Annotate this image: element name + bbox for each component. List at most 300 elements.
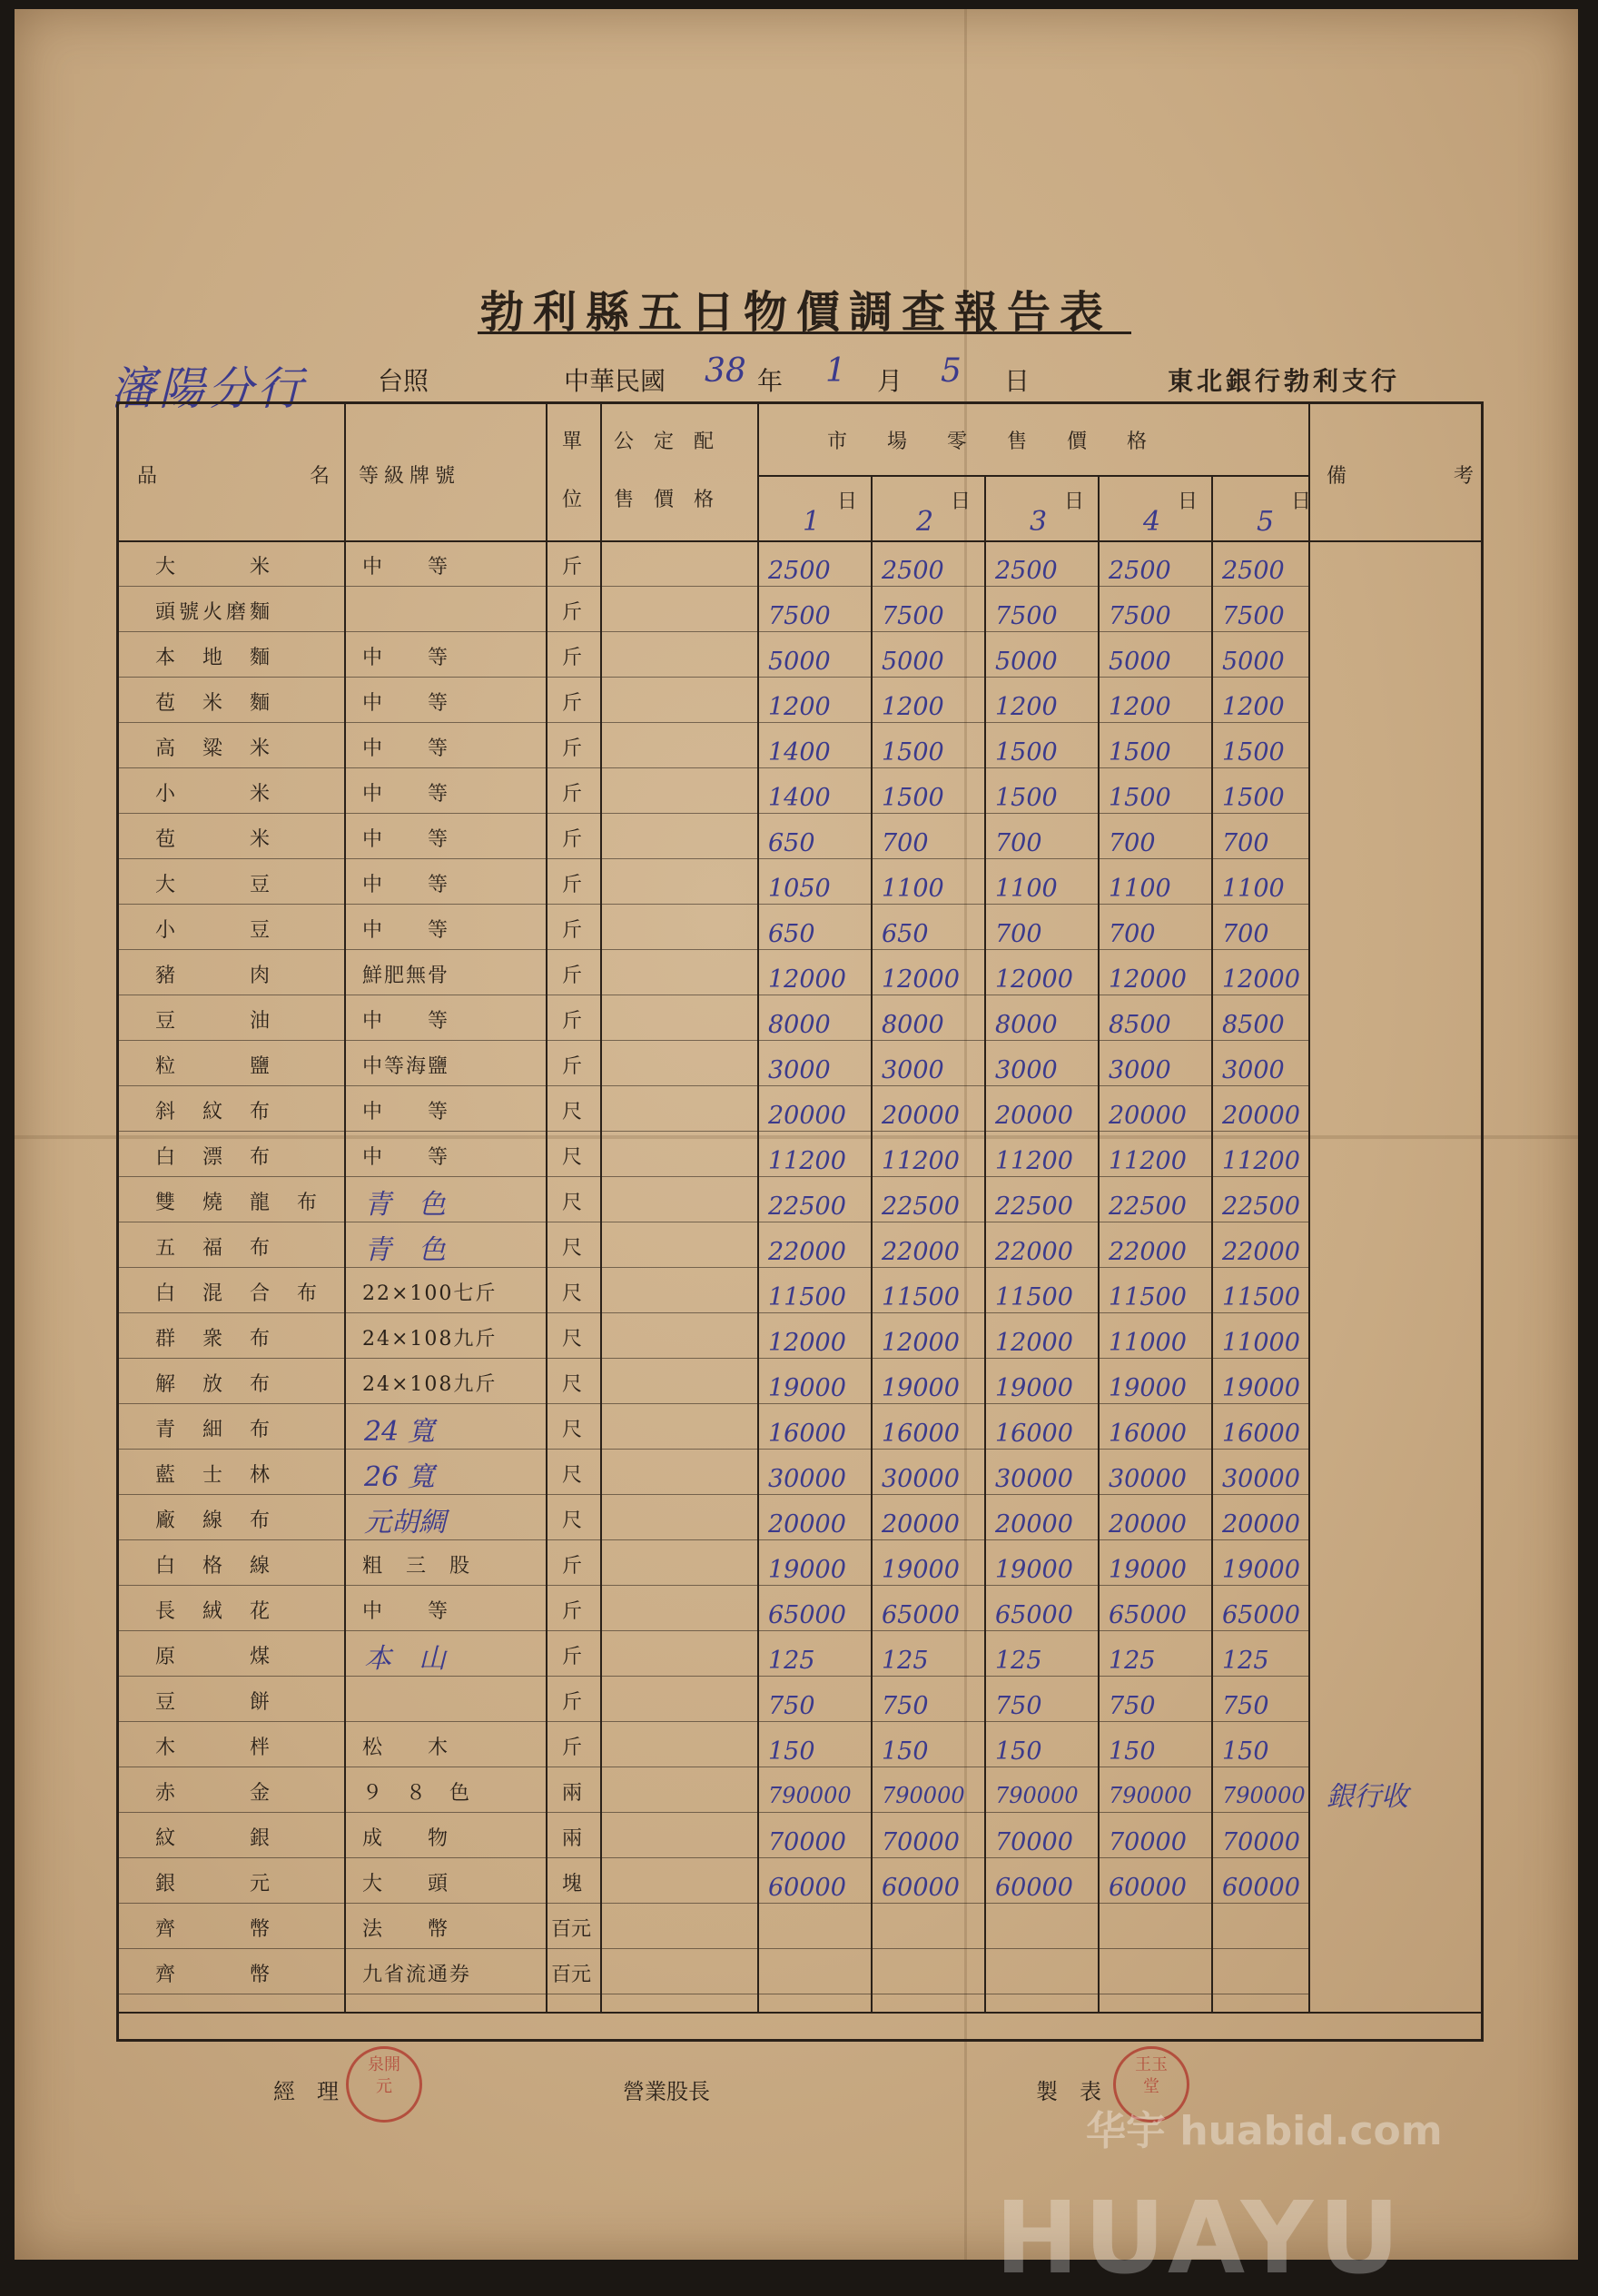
- row-price-day-4: 11500: [1109, 1283, 1187, 1311]
- row-grade: 元胡綢: [364, 1507, 446, 1539]
- row-product-name: 齊 幣: [155, 1964, 274, 1986]
- issuer: 東北銀行勃利支行: [1168, 366, 1401, 396]
- row-price-day-5: 60000: [1222, 1874, 1300, 1902]
- row-price-day-3: 3000: [995, 1056, 1058, 1084]
- row-price-day-2: 70000: [882, 1828, 960, 1856]
- date-month-suffix: 月: [877, 366, 903, 396]
- row-product-name: 齊 幣: [155, 1918, 274, 1941]
- row-price-day-2: 650: [882, 920, 929, 948]
- row-price-day-2: 1500: [882, 784, 944, 812]
- row-price-day-4: 750: [1109, 1692, 1156, 1720]
- col-line-7: [1098, 475, 1100, 2012]
- row-unit: 斤: [562, 692, 583, 715]
- col-line-3: [600, 404, 602, 2012]
- row-product-name: 大 豆: [155, 874, 274, 896]
- row-product-name: 藍 士 林: [155, 1464, 274, 1487]
- row-line: [119, 1267, 1308, 1268]
- row-unit: 斤: [562, 965, 583, 987]
- row-price-day-5: 700: [1222, 920, 1269, 948]
- row-line: [119, 949, 1308, 950]
- row-unit: 尺: [562, 1419, 583, 1441]
- row-price-day-2: 5000: [882, 648, 944, 676]
- row-price-day-1: 22000: [768, 1238, 846, 1266]
- row-unit: 斤: [562, 1010, 583, 1033]
- row-price-day-4: 790000: [1109, 1783, 1192, 1808]
- row-grade: 24×108九斤: [362, 1373, 498, 1396]
- footer-manager: 經 理: [273, 2079, 339, 2104]
- row-line: [119, 1176, 1308, 1177]
- row-grade: 中 等: [362, 647, 450, 669]
- date-day-suffix: 日: [1004, 366, 1031, 396]
- row-product-name: 小 豆: [155, 919, 274, 942]
- row-price-day-4: 30000: [1109, 1465, 1187, 1493]
- row-unit: 兩: [562, 1782, 583, 1805]
- row-price-day-3: 750: [995, 1692, 1042, 1720]
- row-price-day-5: 1500: [1222, 784, 1285, 812]
- row-product-name: 豆 餅: [155, 1691, 274, 1714]
- row-price-day-2: 750: [882, 1692, 929, 1720]
- row-price-day-3: 790000: [995, 1783, 1079, 1808]
- row-price-day-1: 1200: [768, 693, 831, 721]
- row-product-name: 高 粱 米: [155, 737, 274, 760]
- date-day: 5: [941, 352, 962, 390]
- row-price-day-5: 22500: [1222, 1193, 1300, 1221]
- row-price-day-2: 3000: [882, 1056, 944, 1084]
- row-price-day-5: 2500: [1222, 557, 1285, 585]
- row-line: [119, 1494, 1308, 1495]
- row-price-day-3: 5000: [995, 648, 1058, 676]
- row-price-day-2: 16000: [882, 1420, 960, 1448]
- row-line: [119, 1358, 1308, 1359]
- row-price-day-1: 19000: [768, 1556, 846, 1584]
- footer-business-head: 營業股長: [623, 2079, 710, 2104]
- row-price-day-2: 11500: [882, 1283, 960, 1311]
- row-price-day-2: 19000: [882, 1556, 960, 1584]
- row-price-day-2: 11200: [882, 1147, 960, 1175]
- agency-handwritten: 瀋陽分行: [110, 362, 306, 415]
- col-remarks-left: 備: [1327, 465, 1347, 488]
- row-price-day-3: 1500: [995, 738, 1058, 767]
- row-price-day-5: 16000: [1222, 1420, 1300, 1448]
- row-price-day-3: 1500: [995, 784, 1058, 812]
- row-unit: 兩: [562, 1827, 583, 1850]
- row-price-day-4: 1500: [1109, 738, 1171, 767]
- row-product-name: 廠 線 布: [155, 1509, 274, 1532]
- row-product-name: 本 地 麵: [155, 647, 274, 669]
- row-product-name: 木 柈: [155, 1737, 274, 1759]
- row-price-day-5: 65000: [1222, 1601, 1300, 1629]
- day-number-4: 4: [1143, 506, 1161, 538]
- row-price-day-5: 8500: [1222, 1011, 1285, 1039]
- row-price-day-1: 7500: [768, 602, 831, 630]
- row-price-day-5: 11200: [1222, 1147, 1300, 1175]
- row-price-day-1: 65000: [768, 1601, 846, 1629]
- row-price-day-1: 11500: [768, 1283, 846, 1311]
- row-price-day-5: 11000: [1222, 1329, 1300, 1357]
- row-price-day-5: 20000: [1222, 1510, 1300, 1539]
- row-price-day-5: 3000: [1222, 1056, 1285, 1084]
- row-unit: 斤: [562, 919, 583, 942]
- row-price-day-1: 12000: [768, 1329, 846, 1357]
- row-price-day-3: 60000: [995, 1874, 1073, 1902]
- row-grade: 24×108九斤: [362, 1328, 498, 1351]
- day-number-5: 5: [1257, 506, 1275, 538]
- row-unit: 斤: [562, 556, 583, 579]
- row-product-name: 五 福 布: [155, 1237, 274, 1260]
- row-line: [119, 1857, 1308, 1858]
- row-price-day-1: 19000: [768, 1374, 846, 1402]
- row-price-day-4: 1500: [1109, 784, 1171, 812]
- row-unit: 斤: [562, 647, 583, 669]
- row-price-day-4: 11000: [1109, 1329, 1187, 1357]
- col-product-right: 名: [310, 465, 330, 488]
- row-unit: 尺: [562, 1328, 583, 1351]
- row-price-day-5: 1100: [1222, 875, 1285, 903]
- watermark-logo: HUAYU: [995, 2180, 1406, 2296]
- row-grade: 中 等: [362, 1101, 450, 1123]
- row-unit: 斤: [562, 828, 583, 851]
- row-grade: 松 木: [362, 1737, 450, 1759]
- row-line: [119, 1040, 1308, 1041]
- preparer-seal-text: 王玉堂: [1135, 2055, 1168, 2096]
- row-line: [119, 1585, 1308, 1586]
- row-line: [119, 1085, 1308, 1086]
- row-price-day-3: 150: [995, 1737, 1042, 1766]
- row-price-day-1: 20000: [768, 1510, 846, 1539]
- row-price-day-4: 8500: [1109, 1011, 1171, 1039]
- row-price-day-5: 70000: [1222, 1828, 1300, 1856]
- watermark-text: 华宇 huabid.com: [1086, 2108, 1443, 2154]
- row-price-day-3: 125: [995, 1647, 1042, 1675]
- row-price-day-1: 5000: [768, 648, 831, 676]
- title-underline: [478, 332, 1131, 334]
- row-product-name: 豆 油: [155, 1010, 274, 1033]
- row-grade: 中 等: [362, 874, 450, 896]
- document-sheet: [15, 9, 1578, 2296]
- row-price-day-5: 150: [1222, 1737, 1269, 1766]
- row-line: [119, 1676, 1308, 1677]
- row-price-day-4: 125: [1109, 1647, 1156, 1675]
- row-grade: 中 等: [362, 1600, 450, 1623]
- row-price-day-3: 16000: [995, 1420, 1073, 1448]
- row-product-name: 粒 鹽: [155, 1055, 274, 1078]
- row-grade: 大 頭: [362, 1873, 450, 1895]
- row-price-day-2: 12000: [882, 1329, 960, 1357]
- row-price-day-2: 65000: [882, 1601, 960, 1629]
- row-product-name: 解 放 布: [155, 1373, 274, 1396]
- row-price-day-4: 150: [1109, 1737, 1156, 1766]
- row-grade: 本 山: [364, 1643, 446, 1675]
- row-unit: 斤: [562, 1737, 583, 1759]
- row-price-day-2: 12000: [882, 965, 960, 994]
- row-price-day-1: 650: [768, 920, 815, 948]
- row-unit: 斤: [562, 874, 583, 896]
- row-price-day-4: 7500: [1109, 602, 1171, 630]
- col-line-6: [984, 475, 986, 2012]
- row-price-day-2: 700: [882, 829, 929, 857]
- row-grade: 24 寬: [364, 1416, 435, 1448]
- row-price-day-2: 8000: [882, 1011, 944, 1039]
- row-price-day-2: 2500: [882, 557, 944, 585]
- row-line: [119, 858, 1308, 859]
- row-price-day-1: 30000: [768, 1465, 846, 1493]
- row-price-day-5: 700: [1222, 829, 1269, 857]
- row-unit: 斤: [562, 783, 583, 806]
- row-unit: 塊: [562, 1873, 583, 1895]
- addressee: 台照: [378, 366, 429, 396]
- row-grade: 中 等: [362, 737, 450, 760]
- row-price-day-3: 700: [995, 920, 1042, 948]
- row-unit: 尺: [562, 1101, 583, 1123]
- col-remarks-right: 考: [1454, 465, 1475, 488]
- row-price-day-5: 22000: [1222, 1238, 1300, 1266]
- col-official-top: 公 定 配: [614, 430, 715, 453]
- col-official-bottom: 售 價 格: [614, 489, 715, 511]
- row-price-day-3: 65000: [995, 1601, 1073, 1629]
- row-product-name: 豬 肉: [155, 965, 274, 987]
- row-price-day-4: 20000: [1109, 1510, 1187, 1539]
- row-grade: 鮮肥無骨: [362, 965, 450, 987]
- col-line-5: [871, 475, 873, 2012]
- header-bottom-line: [119, 540, 1481, 542]
- row-price-day-1: 12000: [768, 965, 846, 994]
- row-price-day-5: 11500: [1222, 1283, 1300, 1311]
- row-unit: 斤: [562, 1691, 583, 1714]
- row-grade: 中 等: [362, 919, 450, 942]
- row-price-day-5: 790000: [1222, 1783, 1306, 1808]
- row-price-day-2: 19000: [882, 1374, 960, 1402]
- row-unit: 尺: [562, 1146, 583, 1169]
- row-price-day-3: 30000: [995, 1465, 1073, 1493]
- day-label-1: 日: [837, 490, 858, 513]
- row-product-name: 原 煤: [155, 1646, 274, 1668]
- row-grade: 26 寬: [364, 1461, 435, 1493]
- row-line: [119, 767, 1308, 768]
- row-grade: 成 物: [362, 1827, 450, 1850]
- row-price-day-5: 30000: [1222, 1465, 1300, 1493]
- row-price-day-4: 16000: [1109, 1420, 1187, 1448]
- manager-seal: [346, 2046, 422, 2123]
- row-price-day-2: 150: [882, 1737, 929, 1766]
- row-product-name: 群 衆 布: [155, 1328, 274, 1351]
- row-unit: 尺: [562, 1464, 583, 1487]
- row-price-day-3: 22500: [995, 1193, 1073, 1221]
- row-price-day-3: 7500: [995, 602, 1058, 630]
- row-price-day-3: 12000: [995, 965, 1073, 994]
- row-price-day-2: 20000: [882, 1102, 960, 1130]
- row-price-day-5: 7500: [1222, 602, 1285, 630]
- row-line: [119, 1812, 1308, 1813]
- date-year: 38: [705, 352, 746, 390]
- row-line: [119, 813, 1308, 814]
- row-grade: 粗 三 股: [362, 1555, 472, 1578]
- row-grade: 中 等: [362, 556, 450, 579]
- row-price-day-1: 70000: [768, 1828, 846, 1856]
- row-price-day-3: 11200: [995, 1147, 1073, 1175]
- row-line: [119, 1312, 1308, 1313]
- row-price-day-1: 650: [768, 829, 815, 857]
- row-price-day-3: 8000: [995, 1011, 1058, 1039]
- row-unit: 斤: [562, 1555, 583, 1578]
- row-price-day-1: 125: [768, 1647, 815, 1675]
- day-number-1: 1: [803, 506, 821, 538]
- row-unit: 斤: [562, 737, 583, 760]
- row-price-day-3: 19000: [995, 1374, 1073, 1402]
- document-title: 勃利縣五日物價調查報告表: [479, 287, 1112, 338]
- row-price-day-2: 790000: [882, 1783, 965, 1808]
- row-price-day-2: 1500: [882, 738, 944, 767]
- row-unit: 尺: [562, 1509, 583, 1532]
- row-product-name: 白 混 合 布: [155, 1282, 321, 1305]
- row-price-day-1: 22500: [768, 1193, 846, 1221]
- row-price-day-1: 2500: [768, 557, 831, 585]
- row-unit: 尺: [562, 1192, 583, 1214]
- date-year-suffix: 年: [757, 366, 784, 396]
- row-price-day-4: 1200: [1109, 693, 1171, 721]
- row-price-day-1: 11200: [768, 1147, 846, 1175]
- day-label-3: 日: [1064, 490, 1085, 513]
- row-unit: 尺: [562, 1237, 583, 1260]
- col-line-2: [546, 404, 547, 2012]
- col-line-1: [344, 404, 346, 2012]
- row-product-name: 苞 米: [155, 828, 274, 851]
- row-price-day-1: 60000: [768, 1874, 846, 1902]
- row-price-day-4: 2500: [1109, 557, 1171, 585]
- row-grade: 法 幣: [362, 1918, 450, 1941]
- row-price-day-4: 60000: [1109, 1874, 1187, 1902]
- row-line: [119, 1131, 1308, 1132]
- row-price-day-4: 70000: [1109, 1828, 1187, 1856]
- row-price-day-2: 1200: [882, 693, 944, 721]
- day-label-2: 日: [951, 490, 972, 513]
- row-price-day-3: 19000: [995, 1556, 1073, 1584]
- row-product-name: 白 漂 布: [155, 1146, 274, 1169]
- row-line: [119, 586, 1308, 587]
- row-unit: 斤: [562, 1055, 583, 1078]
- row-product-name: 長 絨 花: [155, 1600, 274, 1623]
- row-price-day-4: 700: [1109, 920, 1156, 948]
- row-line: [119, 722, 1308, 723]
- row-product-name: 頭號火磨麵: [155, 601, 274, 624]
- row-grade: 22×100七斤: [362, 1282, 498, 1305]
- row-grade: 中等海鹽: [362, 1055, 450, 1078]
- row-price-day-3: 11500: [995, 1283, 1073, 1311]
- col-grade: 等級牌號: [359, 465, 461, 488]
- row-price-day-2: 22500: [882, 1193, 960, 1221]
- row-price-day-2: 1100: [882, 875, 944, 903]
- row-product-name: 苞 米 麵: [155, 692, 274, 715]
- row-price-day-5: 19000: [1222, 1556, 1300, 1584]
- row-price-day-4: 12000: [1109, 965, 1187, 994]
- row-price-day-4: 1100: [1109, 875, 1171, 903]
- row-line: [119, 677, 1308, 678]
- date-month: 1: [825, 352, 846, 390]
- row-line: [119, 1721, 1308, 1722]
- row-line: [119, 1903, 1308, 1904]
- row-product-name: 小 米: [155, 783, 274, 806]
- row-price-day-1: 1400: [768, 738, 831, 767]
- row-grade: 九省流通券: [362, 1964, 472, 1986]
- day-label-4: 日: [1178, 490, 1198, 513]
- row-grade: 中 等: [362, 828, 450, 851]
- row-remark: 銀行收: [1327, 1781, 1408, 1813]
- row-price-day-3: 12000: [995, 1329, 1073, 1357]
- row-price-day-2: 125: [882, 1647, 929, 1675]
- row-grade: 青 色: [364, 1189, 446, 1221]
- row-price-day-1: 1050: [768, 875, 831, 903]
- row-line: [119, 1630, 1308, 1631]
- row-grade: 中 等: [362, 1010, 450, 1033]
- row-price-day-3: 1100: [995, 875, 1058, 903]
- row-price-day-1: 8000: [768, 1011, 831, 1039]
- row-price-day-2: 22000: [882, 1238, 960, 1266]
- row-price-day-5: 19000: [1222, 1374, 1300, 1402]
- row-product-name: 青 細 布: [155, 1419, 274, 1441]
- row-price-day-2: 20000: [882, 1510, 960, 1539]
- row-unit: 斤: [562, 1646, 583, 1668]
- row-price-day-5: 1200: [1222, 693, 1285, 721]
- row-price-day-4: 20000: [1109, 1102, 1187, 1130]
- row-price-day-3: 20000: [995, 1510, 1073, 1539]
- row-price-day-4: 5000: [1109, 648, 1171, 676]
- row-unit: 尺: [562, 1282, 583, 1305]
- col-line-9: [1308, 404, 1310, 2012]
- row-price-day-4: 11200: [1109, 1147, 1187, 1175]
- manager-seal-text: 泉開元: [368, 2055, 400, 2096]
- row-line: [119, 904, 1308, 905]
- row-price-day-4: 65000: [1109, 1601, 1187, 1629]
- row-unit: 百元: [551, 1964, 592, 1986]
- row-price-day-1: 20000: [768, 1102, 846, 1130]
- col-unit-bottom: 位: [562, 489, 583, 511]
- row-price-day-3: 1200: [995, 693, 1058, 721]
- row-line: [119, 1449, 1308, 1450]
- row-grade: 中 等: [362, 692, 450, 715]
- row-unit: 尺: [562, 1373, 583, 1396]
- row-price-day-3: 20000: [995, 1102, 1073, 1130]
- row-price-day-3: 700: [995, 829, 1042, 857]
- row-line: [119, 631, 1308, 632]
- row-price-day-1: 16000: [768, 1420, 846, 1448]
- row-product-name: 大 米: [155, 556, 274, 579]
- row-price-day-5: 125: [1222, 1647, 1269, 1675]
- col-line-4: [757, 404, 759, 2012]
- row-product-name: 斜 紋 布: [155, 1101, 274, 1123]
- row-price-day-5: 1500: [1222, 738, 1285, 767]
- row-price-day-1: 750: [768, 1692, 815, 1720]
- table-bottom-line: [119, 2012, 1481, 2014]
- market-header-line: [757, 475, 1308, 477]
- row-line: [119, 1539, 1308, 1540]
- row-grade: ９ ８ 色: [362, 1782, 472, 1805]
- col-unit-top: 單: [562, 430, 583, 453]
- row-line: [119, 1948, 1308, 1949]
- row-unit: 百元: [551, 1918, 592, 1941]
- price-table: [116, 401, 1484, 2104]
- row-product-name: 赤 金: [155, 1782, 274, 1805]
- row-product-name: 雙 燒 龍 布: [155, 1192, 321, 1214]
- row-product-name: 銀 元: [155, 1873, 274, 1895]
- row-price-day-1: 150: [768, 1737, 815, 1766]
- row-price-day-3: 22000: [995, 1238, 1073, 1266]
- row-price-day-1: 1400: [768, 784, 831, 812]
- row-price-day-4: 19000: [1109, 1374, 1187, 1402]
- row-price-day-1: 3000: [768, 1056, 831, 1084]
- row-price-day-2: 30000: [882, 1465, 960, 1493]
- row-price-day-2: 60000: [882, 1874, 960, 1902]
- day-number-3: 3: [1030, 506, 1048, 538]
- row-grade: 中 等: [362, 1146, 450, 1169]
